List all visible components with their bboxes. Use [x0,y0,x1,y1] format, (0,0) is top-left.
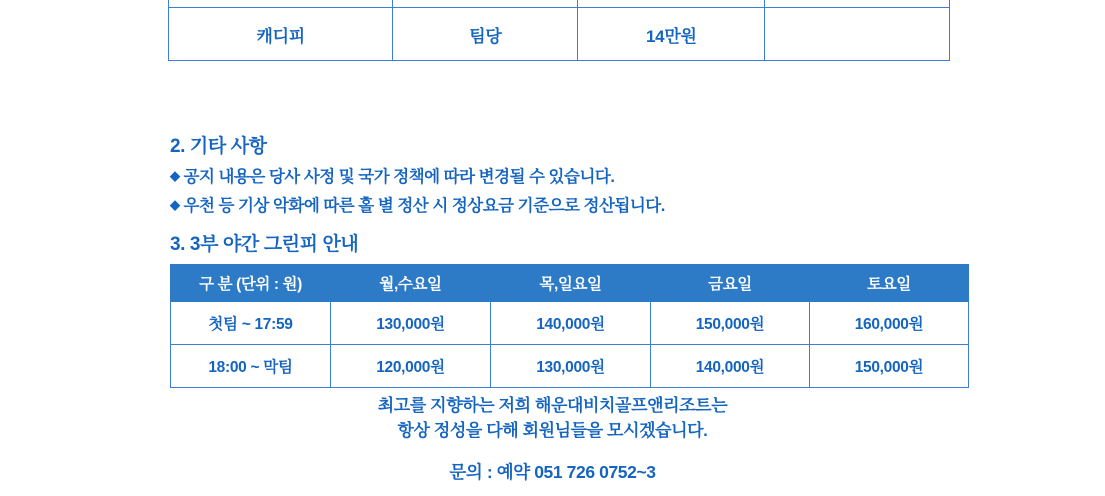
closing-line-2: 항상 정성을 다해 회원님들을 모시겠습니다. [397,421,708,440]
table-header-row [171,265,969,302]
section-2-bullet-text: 공지 내용은 당사 사정 및 국가 정책에 따라 변경될 수 있습니다. [183,168,615,186]
fee-unit: 팀당 [393,8,578,61]
fee-note [765,0,950,8]
closing-line-1: 최고를 지향하는 저희 해운대비치골프앤리조트는 [377,396,728,415]
table-row [171,345,969,388]
price-cell: 140,000원 [491,302,651,345]
column-header: 토요일 [810,265,969,302]
column-header: 월,수요일 [331,265,491,302]
diamond-bullet-icon: ◆ [170,168,180,183]
fee-amount: 14만원 [578,8,765,61]
price-cell: 130,000원 [491,345,651,388]
section-2-bullet [170,163,614,187]
time-range-cell: 18:00 ~ 막팀 [171,345,331,388]
table-row [169,8,950,61]
contact-info: 문의 : 예약 051 726 0752~3 [449,462,656,482]
fee-unit [393,0,578,8]
column-header: 금요일 [651,265,810,302]
section-2-title: 2. 기타 사항 [170,136,267,157]
table-row [171,302,969,345]
time-range-cell: 첫팀 ~ 17:59 [171,302,331,345]
fee-amount [578,0,765,8]
section-2-bullet [170,192,665,216]
section-3-title: 3. 3부 야간 그린피 안내 [170,234,359,255]
price-cell: 130,000원 [331,302,491,345]
table-row [169,0,950,8]
night-greenfee-table [170,264,969,388]
fee-item [169,0,393,8]
column-header: 구 분 (단위 : 원) [171,265,331,302]
price-cell: 160,000원 [810,302,969,345]
fee-table [168,0,950,61]
fee-note [765,8,950,61]
diamond-bullet-icon: ◆ [170,197,180,212]
fee-item: 캐디피 [169,8,393,61]
price-cell: 150,000원 [810,345,969,388]
section-2-bullet-text: 우천 등 기상 악화에 따른 홀 별 정산 시 정상요금 기준으로 정산됩니다. [183,197,665,215]
price-cell: 120,000원 [331,345,491,388]
price-cell: 140,000원 [651,345,810,388]
column-header: 목,일요일 [491,265,651,302]
price-cell: 150,000원 [651,302,810,345]
